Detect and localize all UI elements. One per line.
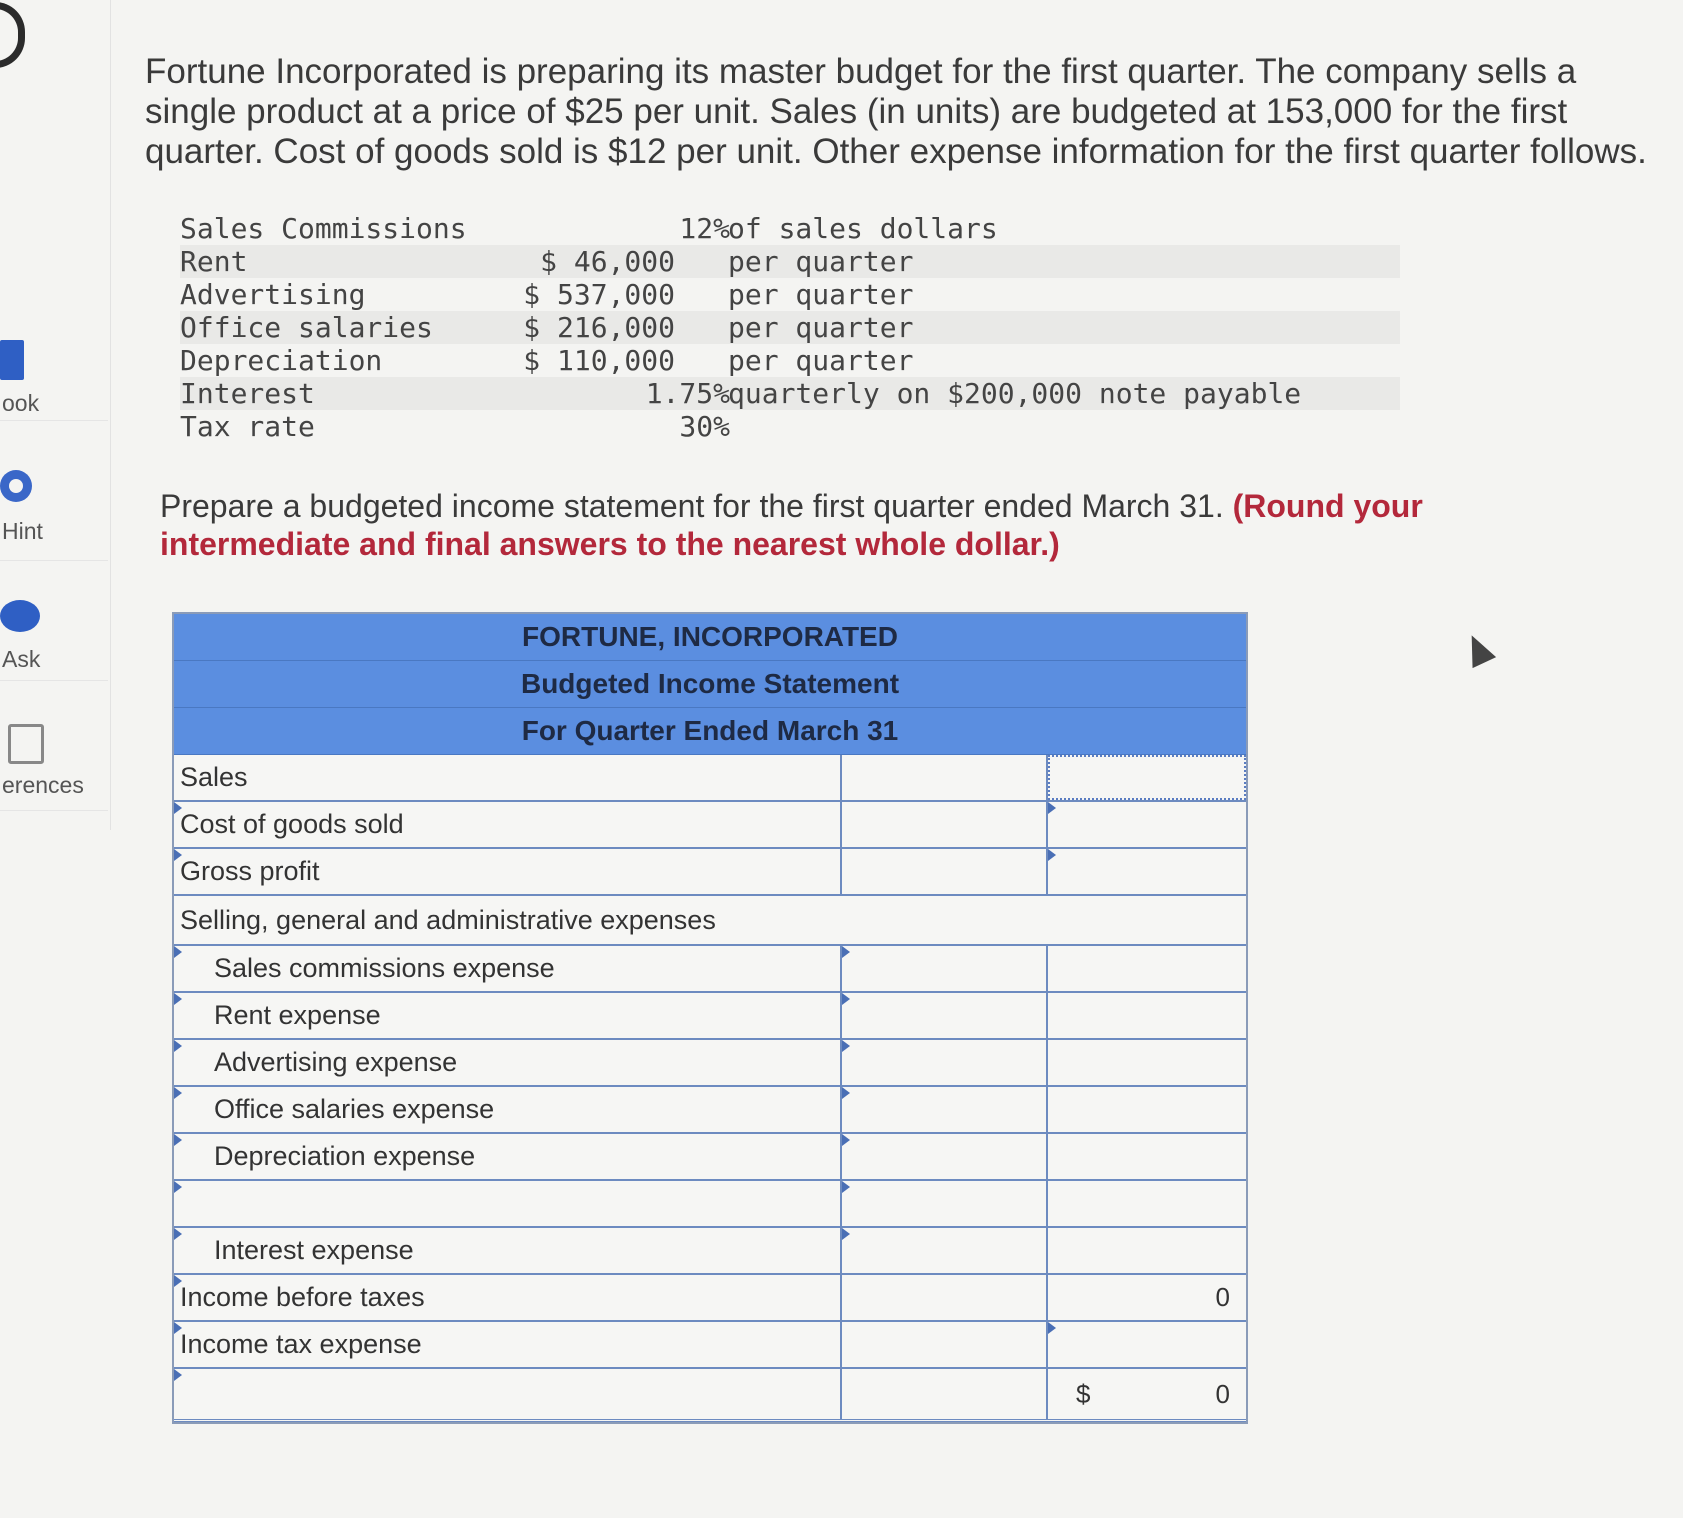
info-row (180, 245, 1400, 278)
statement-row-sales-commissions (174, 946, 1246, 993)
total-cell (1048, 1040, 1246, 1085)
info-label: Office salaries (180, 311, 433, 344)
statement-row-depreciation (174, 1134, 1246, 1181)
total-cell (1048, 1228, 1246, 1273)
circle-icon (0, 2, 25, 68)
instruction-text: Prepare a budgeted income statement for the first quarter ended March 31. (160, 488, 1224, 524)
total-input[interactable] (1048, 755, 1246, 800)
amount-input[interactable] (842, 755, 1048, 800)
total-value: 0 (1215, 1379, 1230, 1409)
total-input[interactable] (1048, 802, 1246, 847)
instruction-emphasis: (Round your intermediate and final answers to the nearest whole dollar.) (160, 488, 1423, 562)
sidebar-item-label: erences (2, 772, 84, 798)
info-desc: quarterly on $200,000 note payable (728, 377, 1302, 410)
row-label[interactable]: Cost of goods sold (174, 802, 842, 847)
info-desc: of sales dollars (728, 212, 998, 245)
sidebar (0, 0, 111, 830)
amount-input[interactable] (842, 1087, 1048, 1132)
statement-row-sales (174, 755, 1246, 802)
info-label: Depreciation (180, 344, 383, 377)
info-row (180, 410, 1400, 443)
total-input[interactable] (1048, 1322, 1246, 1367)
row-label[interactable]: Income tax expense (174, 1322, 842, 1367)
income-statement (172, 612, 1248, 1424)
total-cell (1048, 1134, 1246, 1179)
amount-cell (842, 1322, 1048, 1367)
row-label[interactable]: Rent expense (174, 993, 842, 1038)
statement-row-advertising (174, 1040, 1246, 1087)
sidebar-item-hint[interactable] (0, 440, 108, 561)
info-label: Sales Commissions (180, 212, 467, 245)
total-cell (1048, 946, 1246, 991)
info-amount: 1.75% (645, 377, 730, 410)
expense-info-table (180, 212, 1400, 443)
amount-input[interactable] (842, 1228, 1048, 1273)
total-cell (1048, 1275, 1246, 1320)
mouse-cursor-icon (1460, 630, 1496, 668)
amount-input[interactable] (842, 802, 1048, 847)
info-row (180, 344, 1400, 377)
statement-row-sga (174, 896, 1246, 946)
info-amount: $ 46,000 (540, 245, 675, 278)
info-desc: per quarter (728, 278, 914, 311)
amount-input[interactable] (842, 1040, 1048, 1085)
total-input[interactable] (1048, 849, 1246, 894)
question-text: Fortune Incorporated is preparing its master budget for the first quarter. The company sells a single product at a price of $25 per unit. Sales (in units) are budgeted at 153,000 for the first quarter. Cost of goods sold is $12 per unit. Other expense information for the first quarter follows. (145, 52, 1647, 171)
row-label[interactable]: Sales commissions expense (174, 946, 842, 991)
instruction (160, 487, 1510, 563)
amount-input[interactable] (842, 993, 1048, 1038)
info-desc: per quarter (728, 311, 914, 344)
sidebar-item-ask[interactable] (0, 560, 108, 681)
row-label[interactable] (174, 1181, 842, 1226)
statement-row-cogs (174, 802, 1246, 849)
row-label[interactable]: Gross profit (174, 849, 842, 894)
info-amount: 30% (679, 410, 730, 443)
amount-input[interactable] (842, 1181, 1048, 1226)
statement-row-income-before-taxes (174, 1275, 1246, 1322)
company-name: FORTUNE, INCORPORATED (174, 614, 1246, 661)
row-label[interactable]: Interest expense (174, 1228, 842, 1273)
info-row (180, 311, 1400, 344)
info-row (180, 212, 1400, 245)
info-amount: $ 110,000 (523, 344, 675, 377)
info-desc: per quarter (728, 344, 914, 377)
info-row (180, 377, 1400, 410)
total-cell (1048, 993, 1246, 1038)
statement-row-rent (174, 993, 1246, 1040)
info-row (180, 278, 1400, 311)
sidebar-item-label: Hint (2, 518, 43, 544)
amount-input[interactable] (842, 946, 1048, 991)
sidebar-item-label: Ask (2, 646, 41, 672)
info-amount: 12% (679, 212, 730, 245)
info-label: Interest (180, 377, 315, 410)
info-label: Advertising (180, 278, 366, 311)
info-amount: $ 216,000 (523, 311, 675, 344)
statement-period: For Quarter Ended March 31 (174, 708, 1246, 755)
statement-row-blank (174, 1181, 1246, 1228)
row-label[interactable]: Depreciation expense (174, 1134, 842, 1179)
statement-row-office-salaries (174, 1087, 1246, 1134)
info-label: Rent (180, 245, 248, 278)
statement-row-net-income (174, 1369, 1246, 1422)
row-label[interactable]: Income before taxes (174, 1275, 842, 1320)
statement-title: Budgeted Income Statement (174, 661, 1246, 708)
amount-cell (842, 1275, 1048, 1320)
sidebar-item-label: ook (2, 390, 40, 416)
currency-symbol: $ (1076, 1379, 1091, 1409)
row-label: Selling, general and administrative expenses (180, 905, 716, 935)
info-label: Tax rate (180, 410, 315, 443)
sidebar-item-references[interactable] (0, 690, 108, 811)
amount-input[interactable] (842, 1134, 1048, 1179)
row-label[interactable]: Office salaries expense (174, 1087, 842, 1132)
amount-cell (842, 1369, 1048, 1419)
statement-row-gross-profit (174, 849, 1246, 896)
row-label[interactable] (174, 1369, 842, 1419)
statement-row-interest (174, 1228, 1246, 1275)
total-value: 0 (1215, 1282, 1230, 1312)
amount-input[interactable] (842, 849, 1048, 894)
total-cell (1048, 1087, 1246, 1132)
info-amount: $ 537,000 (523, 278, 675, 311)
statement-row-income-tax (174, 1322, 1246, 1369)
row-label[interactable]: Advertising expense (174, 1040, 842, 1085)
row-label[interactable]: Sales (174, 755, 842, 800)
sidebar-item-book[interactable] (0, 300, 108, 421)
total-cell (1048, 1181, 1246, 1226)
total-cell (1048, 1369, 1246, 1419)
total-cell (1048, 896, 1246, 944)
info-desc: per quarter (728, 245, 914, 278)
